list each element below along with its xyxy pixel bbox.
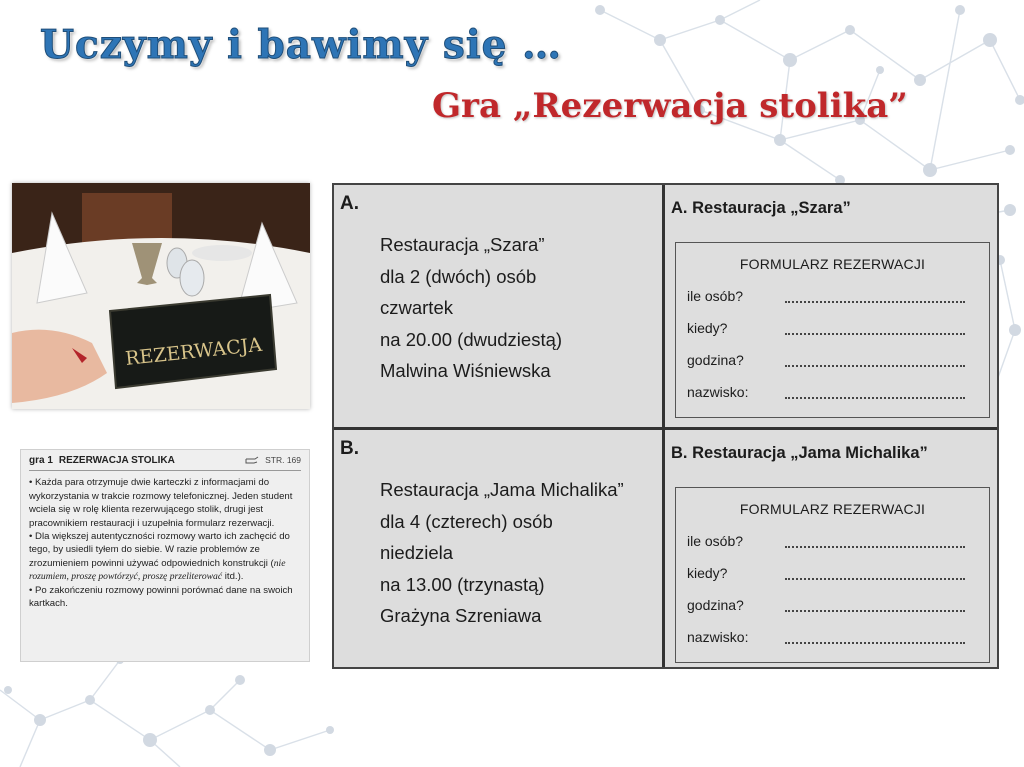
card-b-form-heading: B. Restauracja „Jama Michalika” <box>671 444 928 462</box>
card-a-name: Malwina Wiśniewska <box>380 360 551 381</box>
card-b-client <box>334 430 662 672</box>
rules-header <box>29 454 301 471</box>
page-reference <box>245 454 301 467</box>
card-a-letter: A. <box>340 193 359 214</box>
reservation-sign-text: REZERWACJA <box>124 333 264 370</box>
form-title: FORMULARZ REZERWACJI <box>739 501 926 517</box>
game-number: gra 1 <box>29 455 53 466</box>
card-b-name: Grażyna Szreniawa <box>380 605 542 626</box>
page-reference-text: STR. 169 <box>265 455 301 465</box>
card-a-day: czwartek <box>380 297 453 318</box>
reservation-form-b <box>675 487 990 663</box>
form-row-hour: godzina? <box>687 352 744 368</box>
form-row-when: kiedy? <box>687 565 727 581</box>
form-row-people: ile osób? <box>687 533 743 549</box>
card-a-form <box>665 185 997 427</box>
reservation-form-a <box>675 242 990 418</box>
rules-paragraph-2: • Dla większej autentyczności rozmowy warto ich zachęcić do tego, by usiedli tyłem do siebie. W razie problemów ze zrozumieniem powinni używać odpowiednich konstrukcji (nie rozumiem, proszę powtórzyć, proszę przeliterować itd.). <box>29 531 290 583</box>
rules-paragraph-3: • Po zakończeniu rozmowy powinni porównać dane na swoich kartkach. <box>29 584 293 610</box>
card-a-details <box>380 229 562 387</box>
form-row-when: kiedy? <box>687 320 727 336</box>
card-b-time: na 13.00 (trzynastą) <box>380 573 545 595</box>
card-b-letter: B. <box>340 438 359 459</box>
card-a-form-heading: A. Restauracja „Szara” <box>671 199 851 217</box>
card-b-day: niedziela <box>380 542 454 563</box>
card-a-people: dla 2 (dwóch) osób <box>380 265 537 287</box>
rules-phrases: nie rozumiem, proszę powtórzyć, proszę przeliterować <box>29 557 286 583</box>
slide-title: Uczymy i bawimy się … <box>40 22 563 68</box>
card-a-time: na 20.00 (dwudziestą) <box>380 328 563 350</box>
card-b-form <box>665 430 997 672</box>
card-a-client <box>334 185 662 427</box>
card-a-restaurant: Restauracja „Szara” <box>380 234 545 255</box>
pointing-hand-icon <box>245 456 261 465</box>
rules-paragraph-1: • Każda para otrzymuje dwie karteczki z informacjami do wykorzystania w trakcie rozmowy telefonicznej. Jeden student wciela się w rolę klienta rezerwującego stolik, drugi jest pracownikiem restauracji i uzupełnia formularz rezerwacji. <box>29 477 293 529</box>
slide-subtitle: Gra „Rezerwacja stolika” <box>432 86 908 126</box>
form-row-surname: nazwisko: <box>687 384 748 400</box>
form-row-hour: godzina? <box>687 597 744 613</box>
card-b-details <box>380 474 624 632</box>
game-name: REZERWACJA STOLIKA <box>58 455 175 466</box>
reservation-worksheet <box>332 183 999 669</box>
form-row-surname: nazwisko: <box>687 629 748 645</box>
card-b-restaurant: Restauracja „Jama Michalika” <box>380 479 624 500</box>
form-row-people: ile osób? <box>687 288 743 304</box>
game-rules-card <box>20 449 310 662</box>
form-title: FORMULARZ REZERWACJI <box>739 256 926 272</box>
card-b-people: dla 4 (czterech) osób <box>380 510 553 532</box>
restaurant-photo <box>12 183 310 409</box>
